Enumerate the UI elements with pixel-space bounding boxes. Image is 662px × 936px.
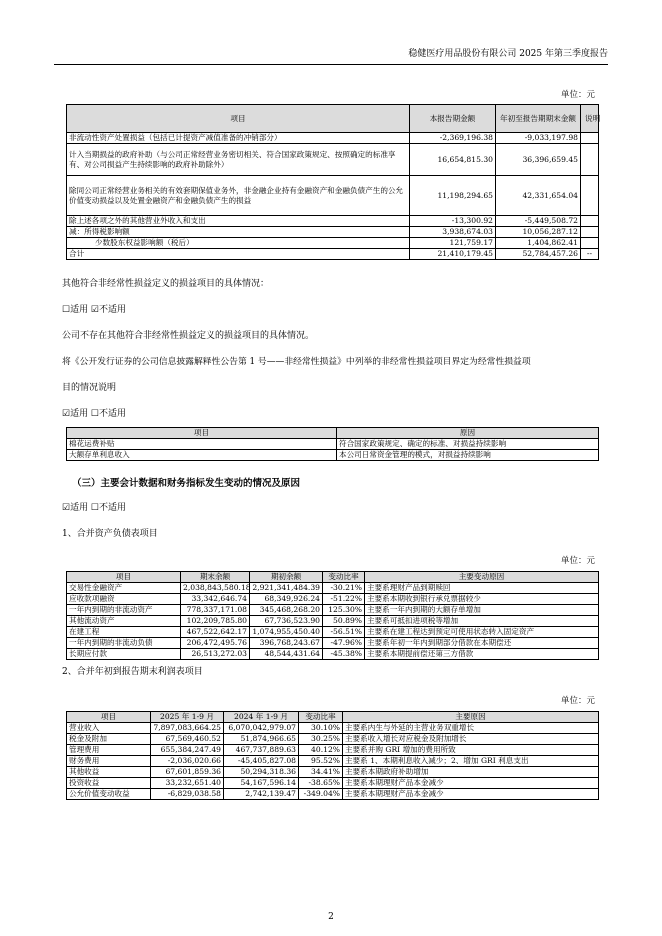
col-header-note: 说明 <box>581 105 599 133</box>
table-row: 财务费用 -2,036,020.66 -45,405,827.08 95.52% 主要系 1、本期利息收入减少；2、增加 GRI 利息支出 <box>67 756 599 767</box>
table-row: 除上述各项之外的其他营业外收入和支出 -13,300.92 -5,449,508.72 <box>67 216 599 227</box>
non-recurring-table <box>66 104 599 260</box>
checkbox-applicable-3: ☑适用 ☐不适用 <box>62 503 126 513</box>
col-header-ratio: 变动比率 <box>323 572 365 583</box>
col-header-ytd: 年初至报告期期末金额 <box>496 105 581 133</box>
table-row-total: 合计 21,410,179.45 52,784,457.26 -- <box>67 249 599 260</box>
table-row: 一年内到期的非流动资产 778,337,171.08 345,468,268.20 125.30% 主要系一年内到期的大额存单增加 <box>67 605 599 616</box>
col-header-item: 项目 <box>67 105 410 133</box>
paragraph-no-other-items: 公司不存在其他符合非经常性损益定义的损益项目的具体情况。 <box>62 331 315 341</box>
recurring-classification-table <box>66 427 599 461</box>
table-row: 其他收益 67,601,859.36 50,294,318.36 34.41% 主要系本期政府补助增加 <box>67 767 599 778</box>
checkbox-applicable-1: ☐适用 ☑不适用 <box>62 305 126 315</box>
unit-label: 单位：元 <box>560 696 595 706</box>
table-row: 计入当期损益的政府补助（与公司正常经营业务密切相关、符合国家政策规定、按照确定的标准享有、对公司损益产生持续影响的政府补助除外） 16,654,815.30 36,396,659.45 <box>67 144 599 176</box>
page-number: 2 <box>328 912 334 922</box>
col-header-reason: 主要原因 <box>343 712 599 723</box>
table-row: 交易性金融资产 2,038,843,580.18 2,921,341,484.39 -30.21% 主要系理财产品到期赎回 <box>67 583 599 594</box>
table-row: 长期应付款 26,513,272.03 48,544,431.64 -45.38% 主要系本期提前偿还第三方借款 <box>67 649 599 660</box>
table-row: 减：所得税影响额 3,938,674.03 10,056,287.12 <box>67 227 599 238</box>
paragraph-classification-line1: 将《公开发行证券的公司信息披露解释性公告第 1 号——非经常性损益》中列举的非经常性损益项目界定为经常性损益项 <box>62 357 531 367</box>
subsection-title-income: 2、合并年初到报告期末利润表项目 <box>62 667 203 677</box>
col-header-ratio: 变动比率 <box>299 712 343 723</box>
checkbox-applicable-2: ☑适用 ☐不适用 <box>62 409 126 419</box>
header-title: 稳健医疗用品股份有限公司 2025 年第三季度报告 <box>408 49 608 59</box>
col-header-previous-period: 2024 年 1-9 月 <box>224 712 299 723</box>
paragraph-other-items: 其他符合非经常性损益定义的损益项目的具体情况： <box>62 279 270 289</box>
col-header-end: 期末余额 <box>181 572 250 583</box>
income-statement-table <box>66 711 599 800</box>
table-row: 投资收益 33,232,651.40 54,167,596.14 -38.65% 主要系本期理财产品本金减少 <box>67 778 599 789</box>
col-header-item: 项目 <box>67 572 181 583</box>
col-header-begin: 期初余额 <box>250 572 323 583</box>
balance-sheet-table <box>66 571 599 660</box>
unit-label: 单位：元 <box>560 556 595 566</box>
table-row: 税金及附加 67,569,460.52 51,874,966.65 30.25% 主要系收入增长对应税金及附加增长 <box>67 734 599 745</box>
col-header-item: 项目 <box>67 428 337 439</box>
col-header-item: 项目 <box>67 712 151 723</box>
table-row: 在建工程 467,522,642.17 1,074,955,450.40 -56.51% 主要系在建工程达到预定可使用状态转入固定资产 <box>67 627 599 638</box>
table-row: 少数股东权益影响额（税后） 121,759.17 1,404,862.41 <box>67 238 599 249</box>
table-row: 一年内到期的非流动负债 206,472,495.76 396,768,243.67 -47.96% 主要系年初一年内到期部分借款在本期偿还 <box>67 638 599 649</box>
table-row: 其他流动资产 102,209,785.80 67,736,523.90 50.89% 主要系可抵扣进项税等增加 <box>67 616 599 627</box>
table-row: 棉花运费补贴 符合国家政策规定、确定的标准、对损益持续影响 <box>67 439 599 450</box>
table-row: 大额存单利息收入 本公司日常资金管理的模式，对损益持续影响 <box>67 450 599 461</box>
table-row: 管理费用 655,384,247.49 467,737,889.63 40.12% 主要系并购 GRI 增加的费用所致 <box>67 745 599 756</box>
col-header-current-period: 2025 年 1-9 月 <box>151 712 224 723</box>
section-title: （三）主要会计数据和财务指标发生变动的情况及原因 <box>72 478 301 489</box>
table-row: 应收款项融资 33,342,646.74 68,349,926.24 -51.22% 主要系本期收到银行承兑票据较少 <box>67 594 599 605</box>
col-header-reason: 原因 <box>337 428 599 439</box>
col-header-reason: 主要变动原因 <box>365 572 599 583</box>
page-header <box>54 42 608 65</box>
paragraph-classification-line2: 目的情况说明 <box>62 383 117 393</box>
table-row: 除同公司正常经营业务相关的有效套期保值业务外，非金融企业持有金融资产和金融负债产生的公允价值变动损益以及处置金融资产和金融负债产生的损益 11,198,294.65 42,331,654.04 <box>67 176 599 216</box>
unit-label: 单位：元 <box>560 90 595 100</box>
table-row: 公允价值变动收益 -6,829,038.58 2,742,139.47 -349.04% 主要系本期理财产品本金减少 <box>67 789 599 800</box>
col-header-current: 本报告期金额 <box>410 105 496 133</box>
table-row: 营业收入 7,897,083,664.25 6,070,042,979.07 30.10% 主要系内生与外延的主营业务双重增长 <box>67 723 599 734</box>
subsection-title-balance: 1、合并资产负债表项目 <box>62 529 158 539</box>
table-row: 非流动性资产处置损益（包括已计提资产减值准备的冲销部分） -2,369,196.38 -9,033,197.98 <box>67 133 599 144</box>
